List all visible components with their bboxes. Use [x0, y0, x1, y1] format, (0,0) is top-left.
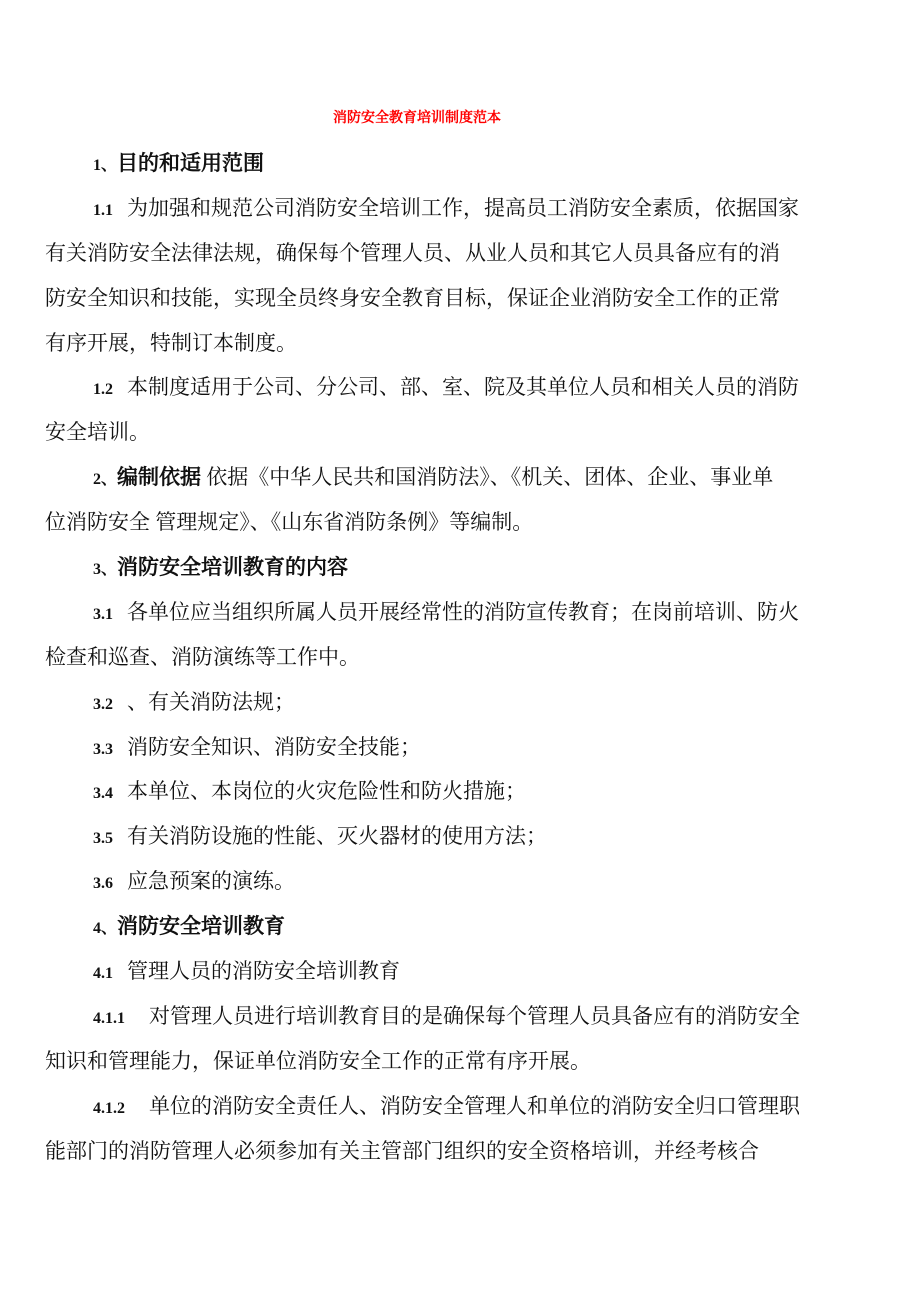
line-text: 对管理人员进行培训教育目的是确保每个管理人员具备应有的消防安全	[149, 1003, 800, 1028]
paragraph-line	[45, 859, 875, 904]
section-heading-text: 目的和适用范围	[117, 151, 265, 175]
line-text: 管理人员的消防安全培训教育	[127, 959, 400, 984]
section-heading	[45, 141, 875, 186]
line-text: 消防安全知识、消防安全技能；	[127, 734, 421, 759]
section-heading	[45, 545, 875, 590]
line-text: 能部门的消防管理人必须参加有关主管部门组织的安全资格培训，并经考核合	[45, 1138, 759, 1163]
section-heading-text: 消防安全培训教育的内容	[117, 555, 349, 580]
paragraph-line	[45, 994, 875, 1039]
paragraph-line	[45, 455, 875, 500]
line-text: 有序开展，特制订本制度。	[45, 330, 297, 355]
paragraph-line	[45, 1039, 875, 1084]
clause-number: 3.6	[93, 875, 113, 893]
paragraph-line	[45, 1129, 875, 1174]
section-heading-text: 编制依据	[117, 465, 202, 490]
paragraph-line	[45, 365, 875, 410]
clause-number: 4.1.2	[93, 1099, 125, 1117]
line-text: 、有关消防法规；	[127, 689, 295, 714]
section-number: 2、	[93, 471, 118, 489]
section-heading	[45, 904, 875, 949]
line-text: 单位的消防安全责任人、消防安全管理人和单位的消防安全归口管理职	[149, 1093, 800, 1118]
line-text: 应急预案的演练。	[127, 869, 295, 894]
section-heading-text: 消防安全培训教育	[117, 914, 286, 939]
paragraph-line	[45, 680, 875, 725]
clause-number: 3.2	[93, 695, 113, 713]
paragraph-line	[45, 321, 875, 366]
paragraph-line	[45, 276, 875, 321]
line-text: 防安全知识和技能，实现全员终身安全教育目标，保证企业消防安全工作的正常	[45, 285, 780, 310]
clause-number: 3.5	[93, 830, 113, 848]
line-text: 依据《中华人民共和国消防法》、《机关、团体、企业、事业单	[201, 465, 774, 490]
clause-number: 1.1	[93, 201, 113, 219]
paragraph-line	[45, 949, 875, 994]
section-number: 1、	[93, 157, 118, 174]
clause-number: 3.3	[93, 740, 113, 758]
clause-number: 3.4	[93, 785, 113, 803]
paragraph-line	[45, 635, 875, 680]
section-number: 3、	[93, 561, 118, 579]
line-text: 有关消防设施的性能、灭火器材的使用方法；	[127, 824, 547, 849]
line-text: 为加强和规范公司消防安全培训工作，提高员工消防安全素质，依据国家	[127, 195, 799, 220]
paragraph-line	[45, 814, 875, 859]
line-text: 各单位应当组织所属人员开展经常性的消防宣传教育；在岗前培训、防火	[127, 599, 799, 624]
document-body	[45, 141, 875, 1173]
paragraph-line	[45, 231, 875, 276]
paragraph-line	[45, 186, 875, 231]
document-title: 消防安全教育培训制度范本	[333, 111, 501, 126]
line-text: 本制度适用于公司、分公司、部、室、院及其单位人员和相关人员的消防	[127, 375, 799, 400]
line-text: 有关消防安全法律法规，确保每个管理人员、从业人员和其它人员具备应有的消	[45, 240, 780, 265]
line-text: 本单位、本岗位的火灾危险性和防火措施；	[127, 779, 526, 804]
clause-number: 4.1.1	[93, 1009, 125, 1027]
clause-number: 4.1	[93, 965, 113, 983]
paragraph-line	[45, 725, 875, 770]
paragraph-line	[45, 590, 875, 635]
line-text: 安全培训。	[45, 420, 150, 445]
paragraph-line	[45, 500, 875, 545]
paragraph-line	[45, 410, 875, 455]
line-text: 检查和巡查、消防演练等工作中。	[45, 644, 360, 669]
clause-number: 1.2	[93, 381, 113, 399]
clause-number: 3.1	[93, 605, 113, 623]
paragraph-line	[45, 1084, 875, 1129]
section-number: 4、	[93, 920, 118, 938]
line-text: 位消防安全 管理规定》、《山东省消防条例》等编制。	[45, 510, 534, 535]
line-text: 知识和管理能力，保证单位消防安全工作的正常有序开展。	[45, 1048, 591, 1073]
paragraph-line	[45, 769, 875, 814]
